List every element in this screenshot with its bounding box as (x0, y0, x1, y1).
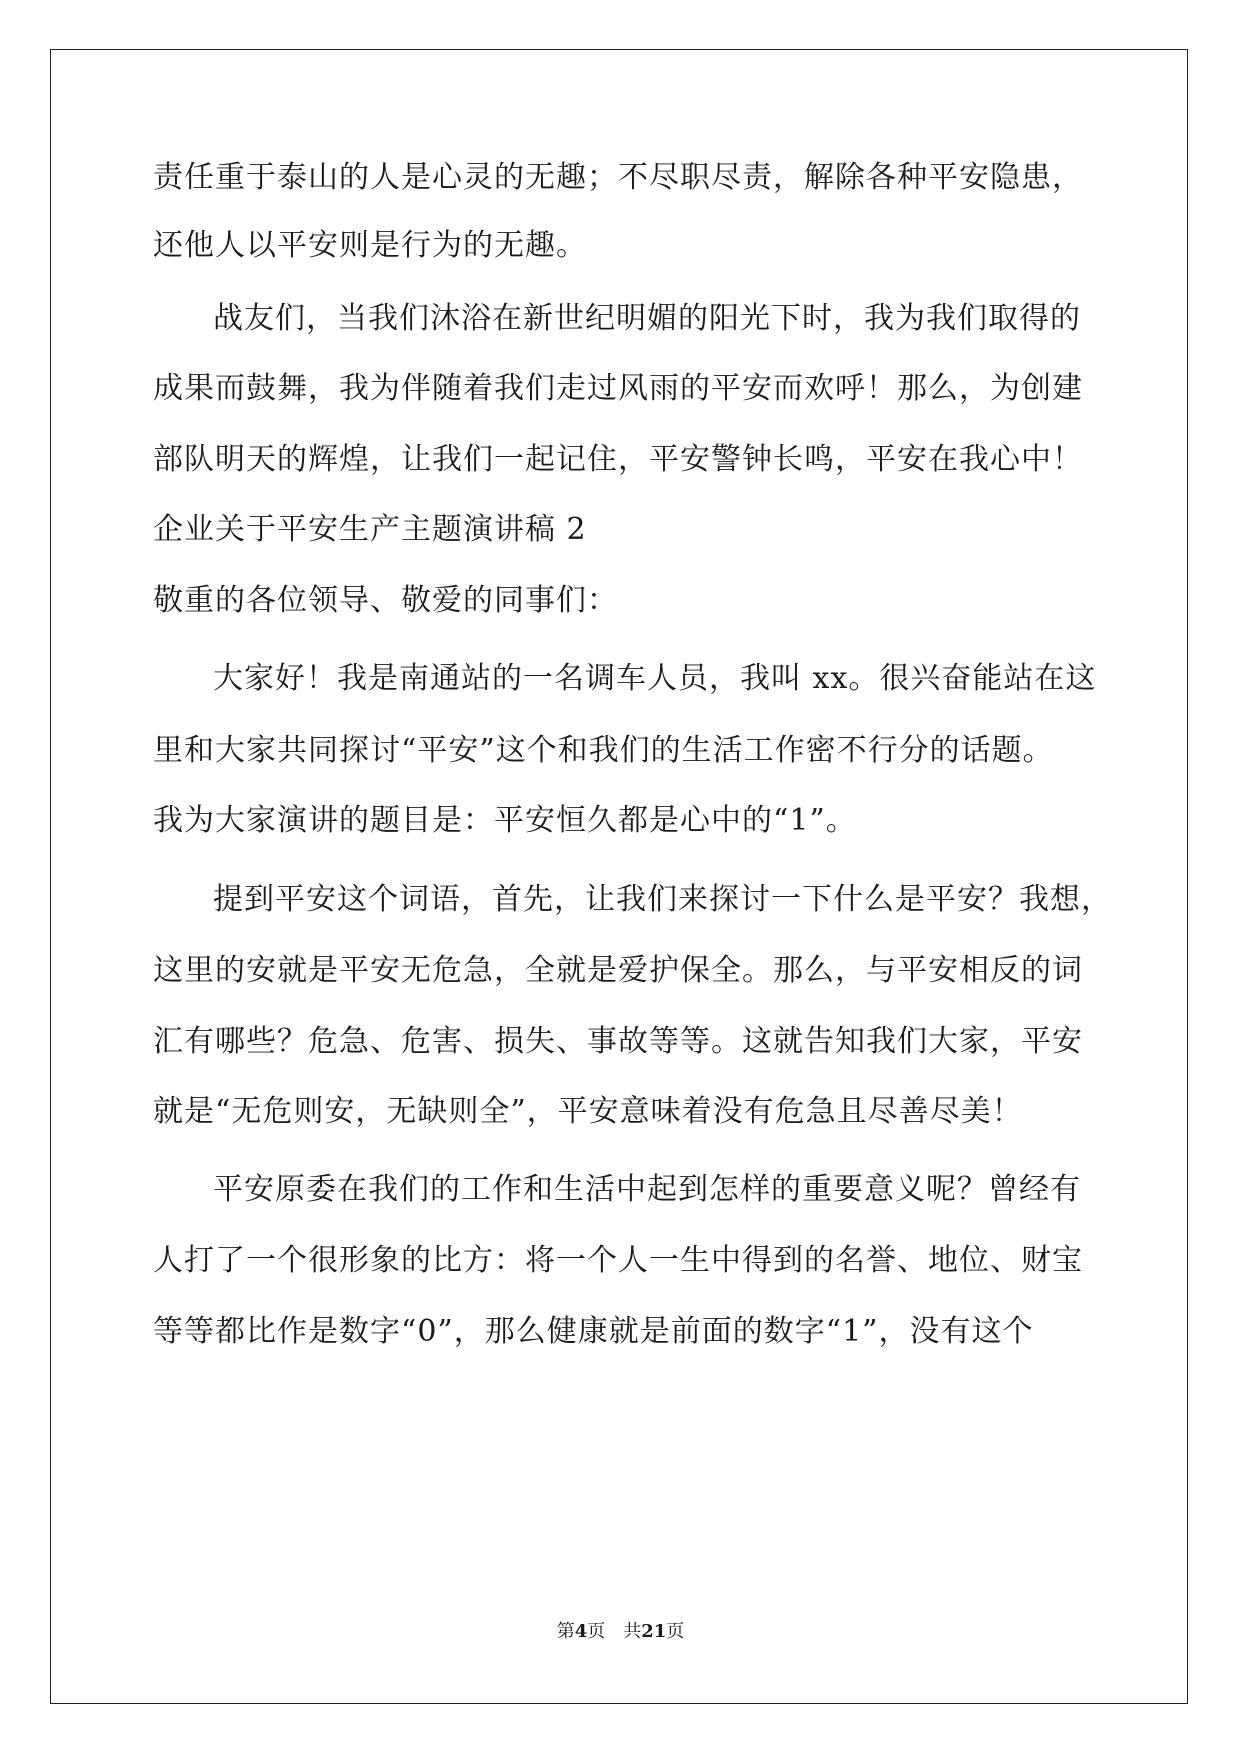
total-pages: 21 (641, 1621, 667, 1642)
text-line-17: 等等都比作是数字“0”，那么健康就是前面的数字“1”，没有这个 (153, 1314, 1034, 1349)
text-line-12: 这里的安就是平安无危急，全就是爱护保全。那么，与平安相反的词 (153, 953, 1083, 988)
text-line-2: 还他人以平安则是行为的无趣。 (153, 228, 587, 263)
text-line-16: 人打了一个很形象的比方：将一个人一生中得到的名誉、地位、财宝 (153, 1243, 1083, 1278)
text-line-4: 成果而鼓舞，我为伴随着我们走过风雨的平安而欢呼！那么，为创建 (153, 371, 1083, 406)
text-line-3: 战友们，当我们沐浴在新世纪明媚的阳光下时，我为我们取得的 (213, 301, 1081, 336)
text-line-15: 平安原委在我们的工作和生活中起到怎样的重要意义呢？曾经有 (213, 1172, 1081, 1207)
text-line-9: 里和大家共同探讨“平安”这个和我们的生活工作密不行分的话题。 (153, 733, 1054, 768)
text-line-1: 责任重于泰山的人是心灵的无趣；不尽职尽责，解除各种平安隐患， (153, 160, 1083, 195)
text-line-14: 就是“无危则安，无缺则全”，平安意味着没有危急且尽善尽美！ (153, 1094, 1023, 1129)
page-label-suffix: 页 (587, 1621, 606, 1642)
text-line-10: 我为大家演讲的题目是：平安恒久都是心中的“1”。 (153, 803, 857, 838)
total-label-prefix: 共 (623, 1621, 642, 1642)
page-number: 4 (574, 1621, 588, 1642)
page-border (50, 49, 1188, 1704)
text-line-8: 大家好！我是南通站的一名调车人员，我叫 xx。很兴奋能站在这 (213, 661, 1097, 696)
total-label-suffix: 页 (666, 1621, 685, 1642)
salutation: 敬重的各位领导、敬爱的同事们： (153, 583, 618, 618)
text-line-13: 汇有哪些？危急、危害、损失、事故等等。这就告知我们大家，平安 (153, 1024, 1083, 1059)
text-line-5: 部队明天的辉煌，让我们一起记住，平安警钟长鸣，平安在我心中！ (153, 442, 1083, 477)
page-footer (0, 1620, 1241, 1644)
text-line-11: 提到平安这个词语，首先，让我们来探讨一下什么是平安？我想， (213, 882, 1112, 917)
section-heading: 企业关于平安生产主题演讲稿 2 (153, 512, 587, 547)
page-label-prefix: 第 (556, 1621, 575, 1642)
